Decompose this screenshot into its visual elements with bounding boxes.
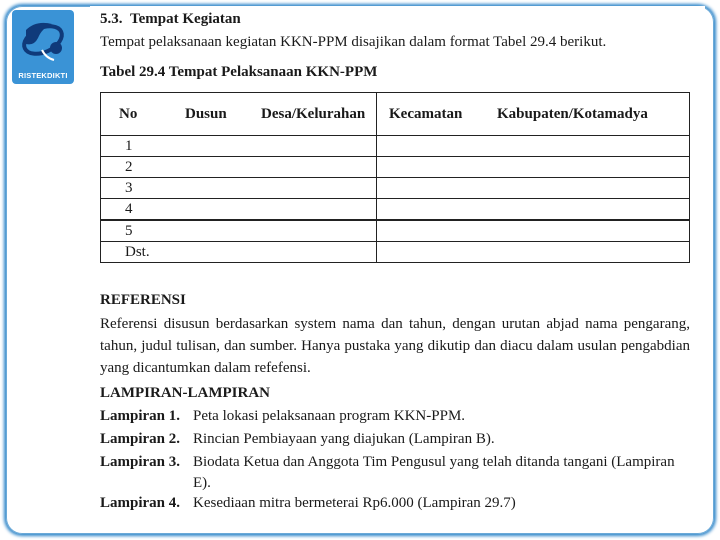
lampiran-text: Rincian Pembiayaan yang diajukan (Lampiran B).	[193, 431, 495, 447]
section-title: Tempat Kegiatan	[130, 11, 241, 27]
lampiran-label: Lampiran 3.	[100, 454, 181, 470]
document-page	[90, 6, 705, 526]
header-kecamatan: Kecamatan	[377, 93, 486, 136]
table-row	[101, 136, 690, 157]
referensi-title: REFERENSI	[100, 292, 186, 308]
referensi-text: Referensi disusun berdasarkan system nama dan tahun, dengan urutan abjad nama pengarang, tahun, judul tulisan, dan sumber. Hanya pustaka yang dikutip dan diacu dalam usulan pengabdian yang dicantumkan dalam refefensi.	[100, 316, 690, 376]
row-number: 5	[101, 220, 377, 242]
location-table	[100, 92, 690, 263]
lampiran-label: Lampiran 4.	[100, 495, 181, 511]
row-number: 2	[101, 157, 377, 178]
logo-text: RISTEKDIKTI	[18, 71, 68, 80]
table-cell	[377, 136, 690, 157]
table-row	[101, 242, 690, 263]
header-kabupaten: Kabupaten/Kotamadya	[485, 93, 690, 136]
lampiran-label: Lampiran 2.	[100, 431, 181, 447]
section-heading	[100, 11, 241, 28]
table-row	[101, 157, 690, 178]
lampiran-title: LAMPIRAN-LAMPIRAN	[100, 385, 270, 401]
row-number: 1	[101, 136, 377, 157]
ristekdikti-logo	[12, 10, 74, 84]
lampiran-text: Kesediaan mitra bermeterai Rp6.000 (Lampiran 29.7)	[193, 495, 516, 511]
table-cell	[377, 178, 690, 199]
table-row	[101, 220, 690, 242]
row-number: 3	[101, 178, 377, 199]
section-intro: Tempat pelaksanaan kegiatan KKN-PPM disajikan dalam format Tabel 29.4 berikut.	[100, 34, 607, 50]
header-no: No	[101, 93, 182, 136]
lampiran-label: Lampiran 1.	[100, 408, 181, 424]
lampiran-text: Peta lokasi pelaksanaan program KKN-PPM.	[193, 408, 466, 424]
section-number: 5.3.	[100, 11, 123, 27]
table-row	[101, 178, 690, 199]
header-dusun: Dusun	[181, 93, 251, 136]
row-number: Dst.	[101, 242, 377, 263]
row-number: 4	[101, 199, 377, 221]
table-cell	[377, 242, 690, 263]
lampiran-text: Biodata Ketua dan Anggota Tim Pengusul yang telah ditanda tangani (Lampiran E).	[193, 454, 675, 491]
table-cell	[377, 220, 690, 242]
table-caption: Tabel 29.4 Tempat Pelaksanaan KKN-PPM	[100, 64, 378, 80]
table-row	[101, 199, 690, 221]
table-header-row	[101, 93, 690, 136]
header-desa: Desa/Kelurahan	[251, 93, 377, 136]
table-cell	[377, 199, 690, 221]
table-cell	[377, 157, 690, 178]
